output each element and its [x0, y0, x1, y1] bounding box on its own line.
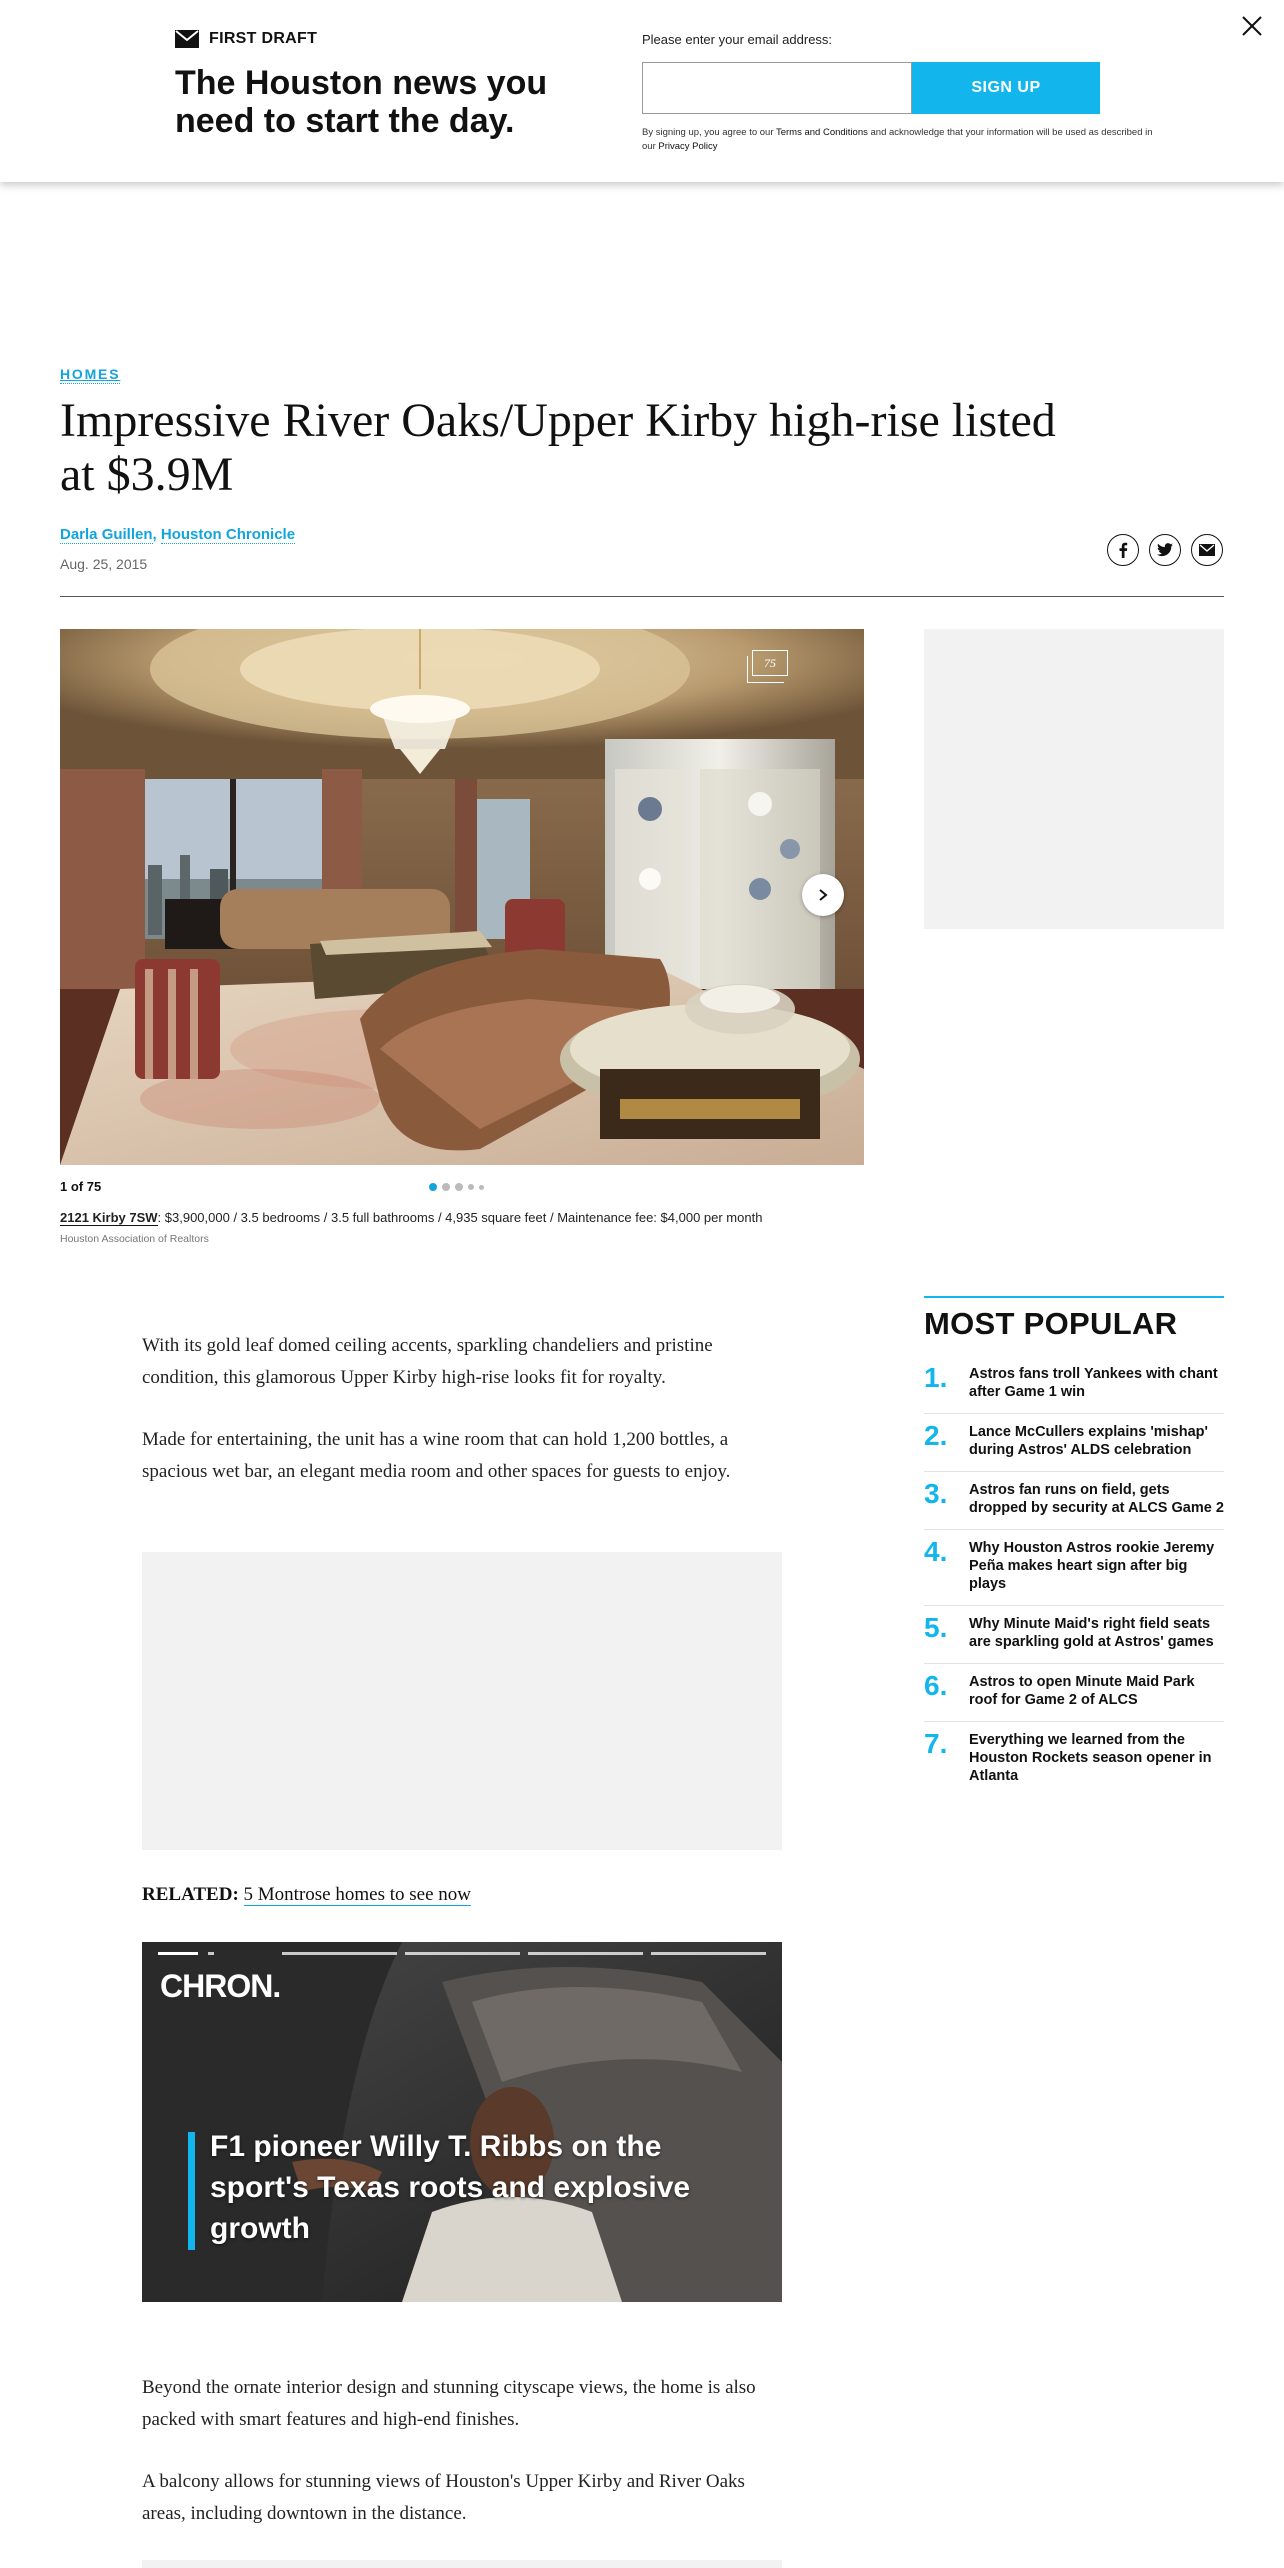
gallery-dot[interactable] — [455, 1183, 463, 1191]
byline-separator: , — [152, 526, 157, 543]
most-popular-link[interactable]: Astros to open Minute Maid Park roof for Game 2 of ALCS — [969, 1674, 1195, 1708]
body-paragraph: A balcony allows for stunning views of Houston's Upper Kirby and River Oaks areas, including downtown in the distance. — [142, 2471, 745, 2524]
privacy-link[interactable]: Privacy Policy — [658, 141, 718, 152]
close-icon[interactable] — [1238, 12, 1266, 40]
photo-credit: Houston Association of Realtors — [60, 1233, 209, 1245]
author-link[interactable]: Darla Guillen — [60, 526, 153, 543]
email-field[interactable] — [642, 62, 912, 114]
gallery-photo[interactable] — [60, 629, 864, 1165]
mail-icon — [175, 30, 199, 48]
most-popular-rank: 4. — [924, 1536, 948, 1567]
most-popular-link[interactable]: Everything we learned from the Houston Rockets season opener in Atlanta — [969, 1732, 1212, 1784]
most-popular-rank: 5. — [924, 1612, 948, 1643]
most-popular-rule — [924, 1296, 1224, 1298]
most-popular-heading: MOST POPULAR — [924, 1306, 1178, 1341]
body-paragraph: With its gold leaf domed ceiling accents, sparkling chandeliers and pristine condition, this glamorous Upper Kirby high-rise looks fit for royalty. — [142, 1335, 713, 1388]
share-twitter-button[interactable] — [1149, 534, 1181, 566]
gallery-next-button[interactable] — [802, 874, 844, 916]
most-popular-rank: 6. — [924, 1670, 948, 1701]
most-popular-item[interactable] — [924, 1606, 1224, 1664]
most-popular-item[interactable] — [924, 1356, 1224, 1414]
newsletter-headline: The Houston news you need to start the day. — [175, 64, 548, 140]
gallery-dot[interactable] — [442, 1183, 450, 1191]
header-divider — [60, 596, 1224, 597]
most-popular-item[interactable] — [924, 1722, 1224, 1797]
related-label: RELATED: — [142, 1884, 239, 1905]
most-popular-link[interactable]: Astros fan runs on field, gets dropped by security at ALCS Game 2 — [969, 1482, 1224, 1516]
category-link[interactable]: HOMES — [60, 366, 121, 382]
most-popular-link[interactable]: Lance McCullers explains 'mishap' during Astros' ALDS celebration — [969, 1424, 1208, 1458]
gallery-dot[interactable] — [479, 1185, 484, 1190]
terms-link[interactable]: Terms and Conditions — [775, 127, 868, 138]
chron-logo: CHRON. — [160, 1968, 281, 2004]
publish-date: Aug. 25, 2015 — [60, 556, 148, 572]
chevron-right-icon — [816, 888, 830, 902]
video-progress-segment — [528, 1952, 643, 1955]
most-popular-link[interactable]: Why Houston Astros rookie Jeremy Peña makes heart sign after big plays — [969, 1540, 1215, 1592]
video-title: F1 pioneer Willy T. Ribbs on the sport's Texas roots and explosive growth — [210, 2130, 691, 2245]
caption-text: : $3,900,000 / 3.5 bedrooms / 3.5 full bathrooms / 4,935 square feet / Maintenance fee: $4,000 per month — [157, 1210, 763, 1225]
related-link-row — [142, 1884, 471, 1906]
most-popular-rank: 7. — [924, 1728, 948, 1759]
video-progress-segment — [158, 1952, 198, 1955]
video-progress-segment — [282, 1952, 397, 1955]
video-progress-segment — [208, 1952, 214, 1955]
gallery-counter: 1 of 75 — [60, 1179, 102, 1194]
newsletter-banner — [0, 0, 1284, 182]
most-popular-link[interactable]: Why Minute Maid's right field seats are sparkling gold at Astros' games — [969, 1616, 1214, 1650]
related-article-link[interactable]: 5 Montrose homes to see now — [243, 1884, 471, 1905]
most-popular-item[interactable] — [924, 1414, 1224, 1472]
most-popular-list — [924, 1356, 1224, 1797]
inline-ad-placeholder — [142, 1552, 782, 1850]
most-popular-item[interactable] — [924, 1472, 1224, 1530]
gallery-dot[interactable] — [468, 1184, 474, 1190]
gallery-dots — [429, 1183, 484, 1191]
most-popular-rank: 1. — [924, 1362, 948, 1393]
most-popular-rank: 2. — [924, 1420, 948, 1451]
most-popular-item[interactable] — [924, 1530, 1224, 1606]
publication-link[interactable]: Houston Chronicle — [160, 526, 296, 543]
most-popular-link[interactable]: Astros fans troll Yankees with chant after Game 1 win — [969, 1366, 1218, 1400]
share-email-button[interactable] — [1191, 534, 1223, 566]
living-room-photo — [60, 629, 864, 1165]
legal-text — [642, 126, 1162, 154]
envelope-icon — [1199, 544, 1215, 556]
byline — [60, 526, 295, 543]
inline-ad-placeholder — [142, 2560, 782, 2568]
photo-caption — [60, 1210, 762, 1225]
gallery-dot[interactable] — [429, 1183, 437, 1191]
email-label: Please enter your email address: — [642, 32, 833, 47]
share-facebook-button[interactable] — [1107, 534, 1139, 566]
body-paragraph: Made for entertaining, the unit has a wine room that can hold 1,200 bottles, a spacious wet bar, an elegant media room and other spaces for guests to enjoy. — [142, 1429, 731, 1482]
most-popular-item[interactable] — [924, 1664, 1224, 1722]
sidebar-ad-placeholder — [924, 629, 1224, 929]
twitter-icon — [1157, 543, 1173, 557]
body-paragraph: Beyond the ornate interior design and stunning cityscape views, the home is also packed with smart features and high-end finishes. — [142, 2377, 756, 2430]
newsletter-brand — [175, 30, 317, 48]
legal-prefix: By signing up, you agree to our — [642, 127, 774, 138]
video-progress-segment — [651, 1952, 766, 1955]
newsletter-brand-label: FIRST DRAFT — [209, 30, 318, 47]
sign-up-button[interactable]: SIGN UP — [912, 62, 1100, 114]
video-title-accent — [188, 2132, 195, 2250]
legal-middle: and acknowledge that your information will be used as described in our — [642, 127, 1153, 152]
video-player[interactable] — [142, 1942, 782, 2302]
photo-count-badge[interactable]: 75 — [752, 650, 788, 676]
facebook-icon — [1116, 542, 1130, 558]
video-progress-segment — [405, 1952, 520, 1955]
article-headline: Impressive River Oaks/Upper Kirby high-rise listed at $3.9M — [60, 394, 1056, 501]
caption-address: 2121 Kirby 7SW — [60, 1210, 158, 1225]
most-popular-rank: 3. — [924, 1478, 948, 1509]
